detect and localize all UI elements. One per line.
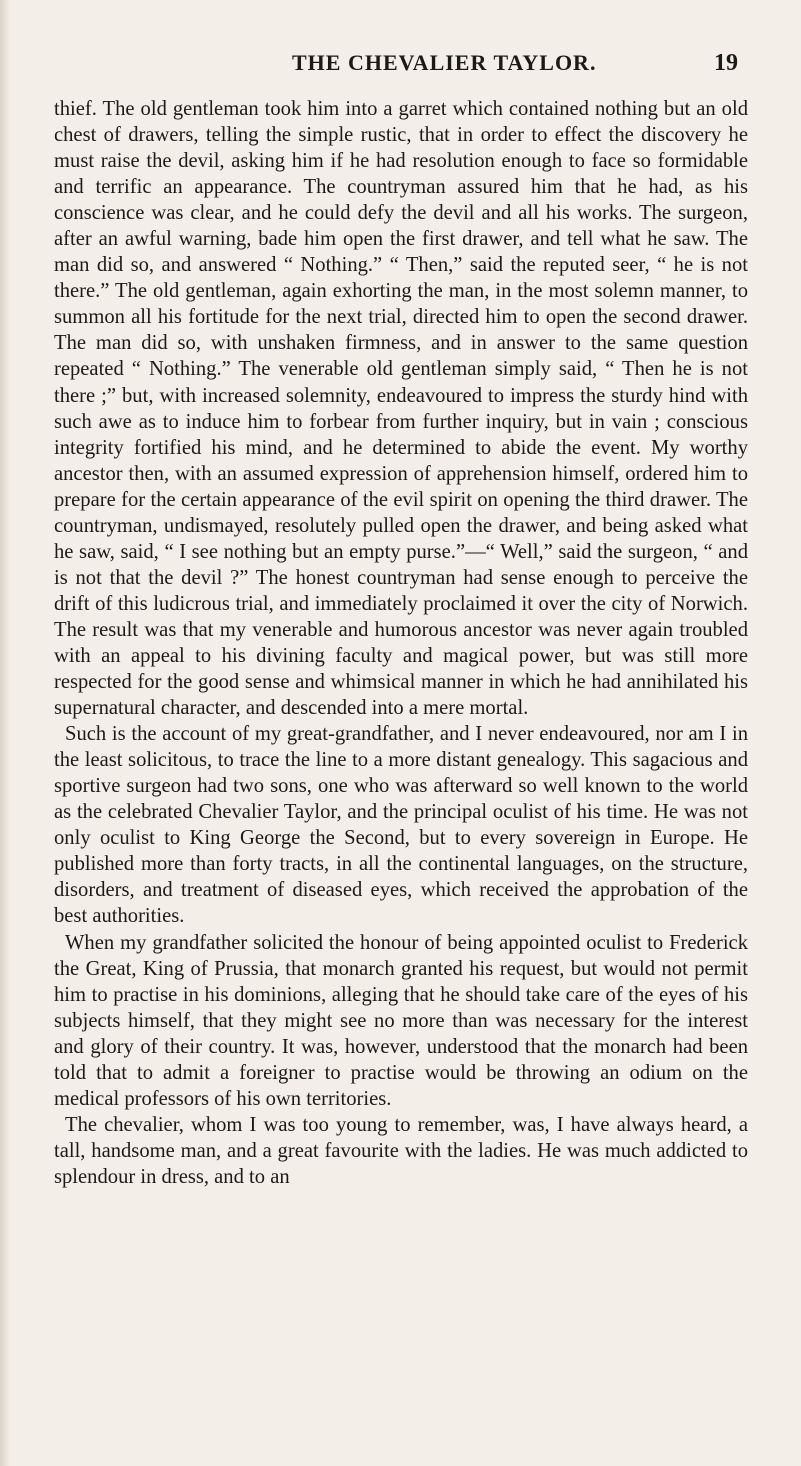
page-header bbox=[0, 50, 801, 80]
paragraph: When my grandfather solicited the honour of being appointed oculist to Frederick the Great, King of Prussia, that monarch granted his request, but would not permit him to practise in his dominions, alleging that he should take care of the eyes of his subjects himself, that they might see no more than was necessary for the interest and glory of their country. It was, however, understood that the monarch had been told that to admit a foreigner to practise would be throwing an odium on the medical professors of his own territories. bbox=[54, 931, 748, 1110]
page-number: 19 bbox=[714, 50, 738, 76]
paragraph: Such is the account of my great-grandfather, and I never endeavoured, nor am I in the least solicitous, to trace the line to a more distant genealogy. This sagacious and sportive surgeon had two sons, one who was afterward so well known to the world as the celebrated Chevalier Taylor, and the principal oculist of his time. He was not only oculist to King George the Second, but to every sovereign in Europe. He published more than forty tracts, in all the continental languages, on the structure, disorders, and treatment of diseased eyes, which received the approbation of the best authorities. bbox=[54, 723, 748, 928]
paragraph: The chevalier, whom I was too young to remember, was, I have always heard, a tall, handsome man, and a great favourite with the ladies. He was much addicted to splendour in dress, and to an bbox=[54, 1113, 748, 1188]
running-head: THE CHEVALIER TAYLOR. bbox=[292, 50, 597, 75]
page-gutter-shadow bbox=[0, 0, 10, 1466]
body-text bbox=[54, 96, 748, 1190]
paragraph: thief. The old gentleman took him into a garret which contained nothing but an old chest of drawers, telling the simple rustic, that in order to effect the discovery he must raise the devil, asking him if he had resolution enough to face so formidable and terrific an appearance. The countryman assured him that he had, as his conscience was clear, and he could defy the devil and all his works. The surgeon, after an awful warning, bade him open the first drawer, and tell what he saw. The man did so, and answered “ Nothing.” “ Then,” said the reputed seer, “ he is not there.” The old gentleman, again exhorting the man, in the most solemn manner, to summon all his fortitude for the next trial, directed him to open the second drawer. The man did so, with unshaken firmness, and in answer to the same question repeated “ Nothing.” The venerable old gentleman simply said, “ Then he is not there ;” but, with increased solemnity, endeavoured to impress the sturdy hind with such awe as to induce him to forbear from further inquiry, but in vain ; conscious integrity fortified his mind, and he determined to abide the event. My worthy ancestor then, with an assumed expression of apprehension himself, ordered him to prepare for the certain appearance of the evil spirit on opening the third drawer. The countryman, undismayed, resolutely pulled open the drawer, and being asked what he saw, said, “ I see nothing but an empty purse.”—“ Well,” said the surgeon, “ and is not that the devil ?” The honest countryman had sense enough to perceive the drift of this ludicrous trial, and immediately proclaimed it over the city of Norwich. The result was that my venerable and humorous ancestor was never again troubled with an appeal to his divining faculty and magical power, but was still more respected for the good sense and whimsical manner in which he had annihilated his supernatural character, and descended into a mere mortal. bbox=[54, 98, 748, 720]
